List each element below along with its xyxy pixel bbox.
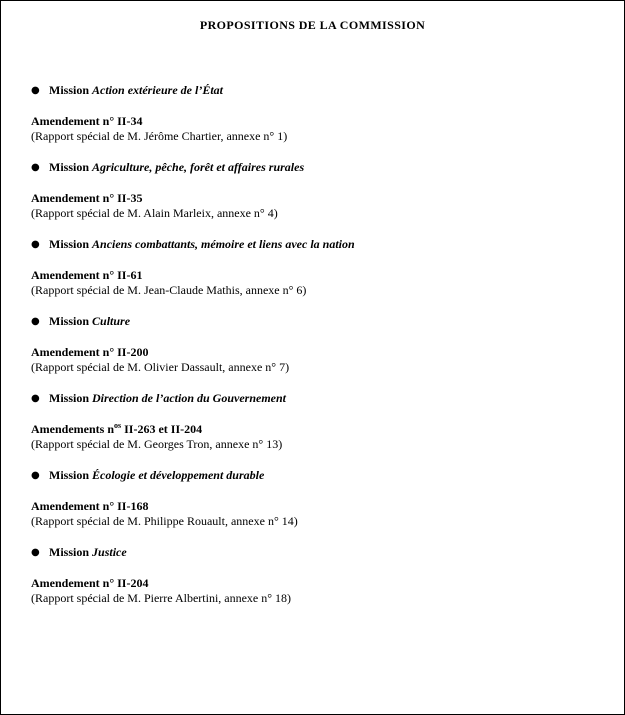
amendment-block [31,268,611,298]
mission-name: Culture [92,314,131,328]
mission-prefix: Mission [49,160,90,174]
bullet-icon: ● [31,470,40,481]
mission-heading [31,237,611,252]
section-anciens-combattants [31,237,611,298]
bullet-icon: ● [31,239,40,250]
report-reference: (Rapport spécial de M. Jérôme Chartier, annexe n° 1) [31,129,288,143]
amendment-block [31,114,611,144]
mission-heading [31,391,611,406]
mission-prefix: Mission [49,545,90,559]
amendment-number-text: Amendement n° II-200 [31,345,149,359]
amendment-number-text: Amendement n° II-34 [31,114,143,128]
mission-heading [31,314,611,329]
amendment-number-rest: II-263 et II-204 [121,422,203,436]
mission-heading [31,160,611,175]
mission-prefix: Mission [49,237,90,251]
amendment-number [31,576,611,591]
report-reference: (Rapport spécial de M. Olivier Dassault, annexe n° 7) [31,360,290,374]
section-justice [31,545,611,606]
amendment-number-text: Amendement n° II-35 [31,191,143,205]
mission-prefix: Mission [49,468,90,482]
bullet-icon: ● [31,393,40,404]
report-reference: (Rapport spécial de M. Jean-Claude Mathis, annexe n° 6) [31,283,307,297]
mission-name: Direction de l’action du Gouvernement [92,391,287,405]
amendment-number-text: Amendement n° II-204 [31,576,149,590]
mission-prefix: Mission [49,314,90,328]
mission-heading [31,83,611,98]
amendment-number [31,345,611,360]
bullet-icon: ● [31,85,40,96]
report-reference: (Rapport spécial de M. Philippe Rouault, annexe n° 14) [31,514,298,528]
mission-name: Agriculture, pêche, forêt et affaires rurales [92,160,305,174]
mission-name: Justice [92,545,127,559]
mission-prefix: Mission [49,83,90,97]
bullet-icon: ● [31,316,40,327]
amendment-number-text: Amendement n° II-168 [31,499,149,513]
amendment-number [31,422,611,437]
page-title: PROPOSITIONS DE LA COMMISSION [199,18,426,32]
amendment-number [31,114,611,129]
amendment-block [31,191,611,221]
amendment-block [31,499,611,529]
amendment-block [31,345,611,375]
report-reference: (Rapport spécial de M. Alain Marleix, annexe n° 4) [31,206,278,220]
mission-name: Anciens combattants, mémoire et liens avec la nation [92,237,355,251]
section-ecologie [31,468,611,529]
bullet-icon: ● [31,162,40,173]
mission-name: Action extérieure de l’État [92,83,224,97]
section-culture [31,314,611,375]
amendment-number-superscript: os [114,421,122,430]
amendment-block [31,576,611,606]
report-reference: (Rapport spécial de M. Georges Tron, annexe n° 13) [31,437,283,451]
amendment-number [31,499,611,514]
mission-name: Écologie et développement durable [92,468,265,482]
mission-heading [31,468,611,483]
bullet-icon: ● [31,547,40,558]
sections-list [31,83,611,622]
mission-prefix: Mission [49,391,90,405]
amendment-number-text: Amendement n° II-61 [31,268,143,282]
amendment-number [31,268,611,283]
section-agriculture [31,160,611,221]
section-direction-gouvernement [31,391,611,452]
amendment-number-text: Amendements n [31,422,114,436]
mission-heading [31,545,611,560]
report-reference: (Rapport spécial de M. Pierre Albertini, annexe n° 18) [31,591,292,605]
amendment-number [31,191,611,206]
section-action-exterieure [31,83,611,144]
amendment-block [31,422,611,452]
